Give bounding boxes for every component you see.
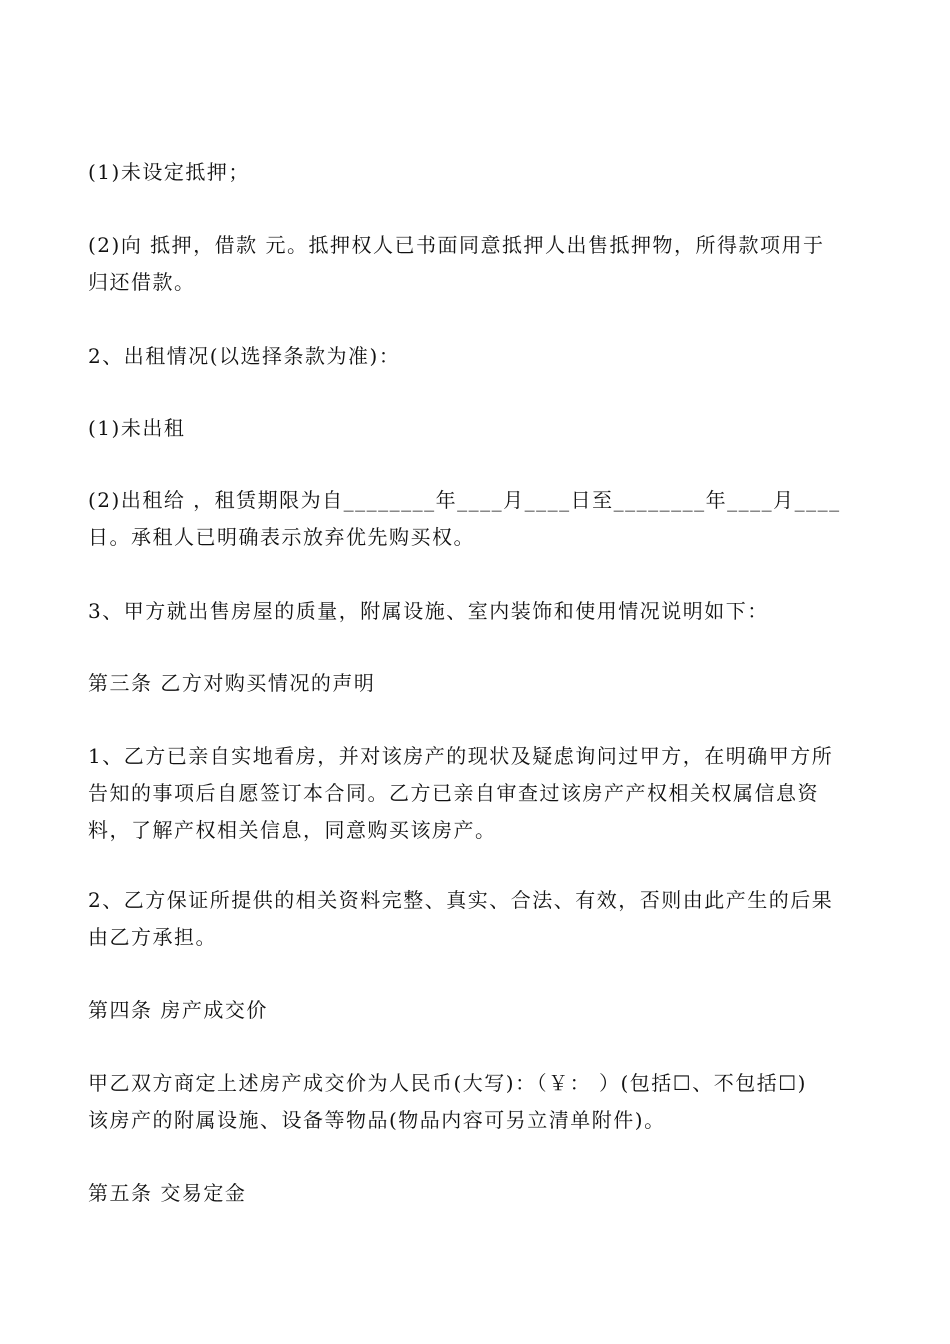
text-line: 日。承租人已明确表示放弃优先购买权。 (88, 525, 475, 549)
text-line: 归还借款。 (88, 270, 196, 294)
article-4-price-clause (88, 1065, 864, 1139)
article-5-heading (88, 1175, 864, 1212)
text-line: (2)向 抵押，借款 元。抵押权人已书面同意抵押人出售抵押物，所得款项用于 (88, 233, 825, 257)
section-house-quality (88, 593, 864, 630)
clause-item-not-rented (88, 410, 864, 447)
text-line: 第三条 乙方对购买情况的声明 (88, 671, 376, 695)
clause-item-mortgaged (88, 227, 864, 301)
text-line: 告知的事项后自愿签订本合同。乙方已亲自审查过该房产产权相关权属信息资 (88, 781, 819, 805)
clause-item-rented (88, 482, 864, 556)
article-3-clause-2 (88, 882, 864, 956)
clause-item-no-mortgage (88, 154, 864, 191)
text-line: 2、乙方保证所提供的相关资料完整、真实、合法、有效，否则由此产生的后果 (88, 888, 834, 912)
text-line: 甲乙双方商定上述房产成交价为人民币(大写)：（￥： ）(包括☐、不包括☐) (88, 1071, 807, 1095)
text-line: 2、出租情况(以选择条款为准)： (88, 344, 401, 368)
text-line: 3、甲方就出售房屋的质量，附属设施、室内装饰和使用情况说明如下： (88, 599, 769, 623)
text-line: 该房产的附属设施、设备等物品(物品内容可另立清单附件)。 (88, 1108, 666, 1132)
text-line: 由乙方承担。 (88, 925, 217, 949)
article-3-heading (88, 665, 864, 702)
text-line: 1、乙方已亲自实地看房，并对该房产的现状及疑虑询问过甲方，在明确甲方所 (88, 744, 834, 768)
text-line: 第五条 交易定金 (88, 1181, 247, 1205)
text-line: (1)未出租 (88, 416, 186, 440)
text-line: 料，了解产权相关信息，同意购买该房产。 (88, 818, 497, 842)
text-line: (2)出租给 ，租赁期限为自________年____月____日至________年____月____ (88, 488, 841, 512)
article-4-heading (88, 992, 864, 1029)
text-line: 第四条 房产成交价 (88, 998, 268, 1022)
section-rental-status (88, 338, 864, 375)
text-line: (1)未设定抵押； (88, 160, 250, 184)
article-3-clause-1 (88, 738, 864, 849)
